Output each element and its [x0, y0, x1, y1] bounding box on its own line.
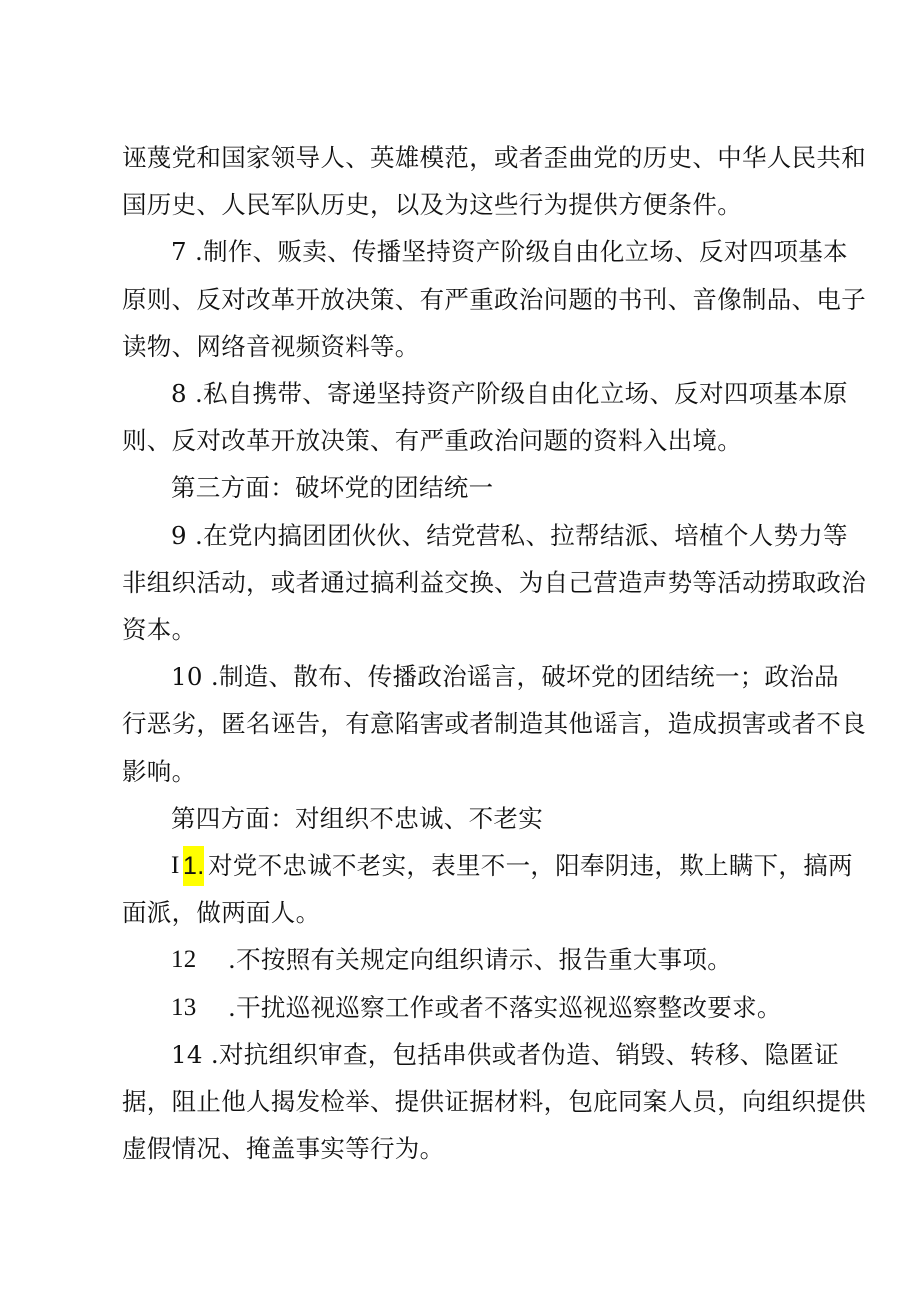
- text-line: [0, 327, 920, 367]
- text-line: [0, 704, 920, 744]
- list-item-14: 14 .对抗组织审查，包括串供或者伪造、销毁、转移、隐匿证: [171, 1040, 839, 1069]
- text-line: [0, 846, 920, 886]
- paragraph-text: 诬蔑党和国家领导人、英雄模范，或者歪曲党的历史、中华人民共和: [122, 143, 866, 172]
- text-line: [0, 893, 920, 933]
- paragraph-text: 则、反对改革开放决策、有严重政治问题的资料入出境。: [122, 426, 742, 455]
- text-line: [0, 280, 920, 320]
- paragraph-text: 资本。: [122, 615, 197, 644]
- text-line: [0, 1035, 920, 1075]
- list-item-12: .不按照有关规定向组织请示、报告重大事项。: [228, 945, 733, 974]
- list-item-11: 对党不忠诚不老实，表里不一，阳奉阴违，欺上瞒下，搞两: [208, 851, 853, 880]
- paragraph-text: 非组织活动，或者通过搞利益交换、为自己营造声势等活动捞取政治: [122, 568, 866, 597]
- text-line: [0, 138, 920, 178]
- list-item-13: .干扰巡视巡察工作或者不落实巡视巡察整改要求。: [228, 993, 782, 1022]
- text-line: [0, 421, 920, 461]
- text-line: [0, 1129, 920, 1169]
- text-line: [0, 1082, 920, 1122]
- text-line: [0, 610, 920, 650]
- paragraph-text: 国历史、人民军队历史，以及为这些行为提供方便条件。: [122, 190, 742, 219]
- list-item-12-number: 12: [171, 946, 197, 973]
- paragraph-text: 原则、反对改革开放决策、有严重政治问题的书刊、音像制品、电子: [122, 285, 866, 314]
- list-item-13-number: 13: [171, 994, 197, 1021]
- text-line: [0, 940, 920, 980]
- list-item-8: 8 .私自携带、寄递坚持资产阶级自由化立场、反对四项基本原: [171, 379, 848, 408]
- text-line: [0, 468, 920, 508]
- highlighted-number: 1.: [183, 846, 204, 886]
- text-line: [0, 988, 920, 1028]
- text-line: [0, 374, 920, 414]
- list-item-11-prefix: I: [171, 852, 180, 879]
- list-item-7: 7 .制作、贩卖、传播坚持资产阶级自由化立场、反对四项基本: [171, 237, 848, 266]
- paragraph-text: 面派，做两面人。: [122, 898, 321, 927]
- list-item-10: 10 .制造、散布、传播政治谣言，破坏党的团结统一；政治品: [171, 662, 839, 691]
- text-line: [0, 232, 920, 272]
- text-line: [0, 516, 920, 556]
- text-line: [0, 799, 920, 839]
- text-line: [0, 563, 920, 603]
- text-line: [0, 657, 920, 697]
- paragraph-text: 虚假情况、掩盖事实等行为。: [122, 1134, 445, 1163]
- paragraph-text: 据，阻止他人揭发检举、提供证据材料，包庇同案人员，向组织提供: [122, 1087, 866, 1116]
- section-heading-3: 第三方面：破坏党的团结统一: [171, 473, 494, 502]
- list-item-9: 9 .在党内搞团团伙伙、结党营私、拉帮结派、培植个人势力等: [171, 521, 848, 550]
- paragraph-text: 影响。: [122, 757, 197, 786]
- section-heading-4: 第四方面：对组织不忠诚、不老实: [171, 804, 543, 833]
- text-line: [0, 752, 920, 792]
- text-line: [0, 185, 920, 225]
- paragraph-text: 行恶劣，匿名诬告，有意陷害或者制造其他谣言，造成损害或者不良: [122, 709, 866, 738]
- paragraph-text: 读物、网络音视频资料等。: [122, 332, 420, 361]
